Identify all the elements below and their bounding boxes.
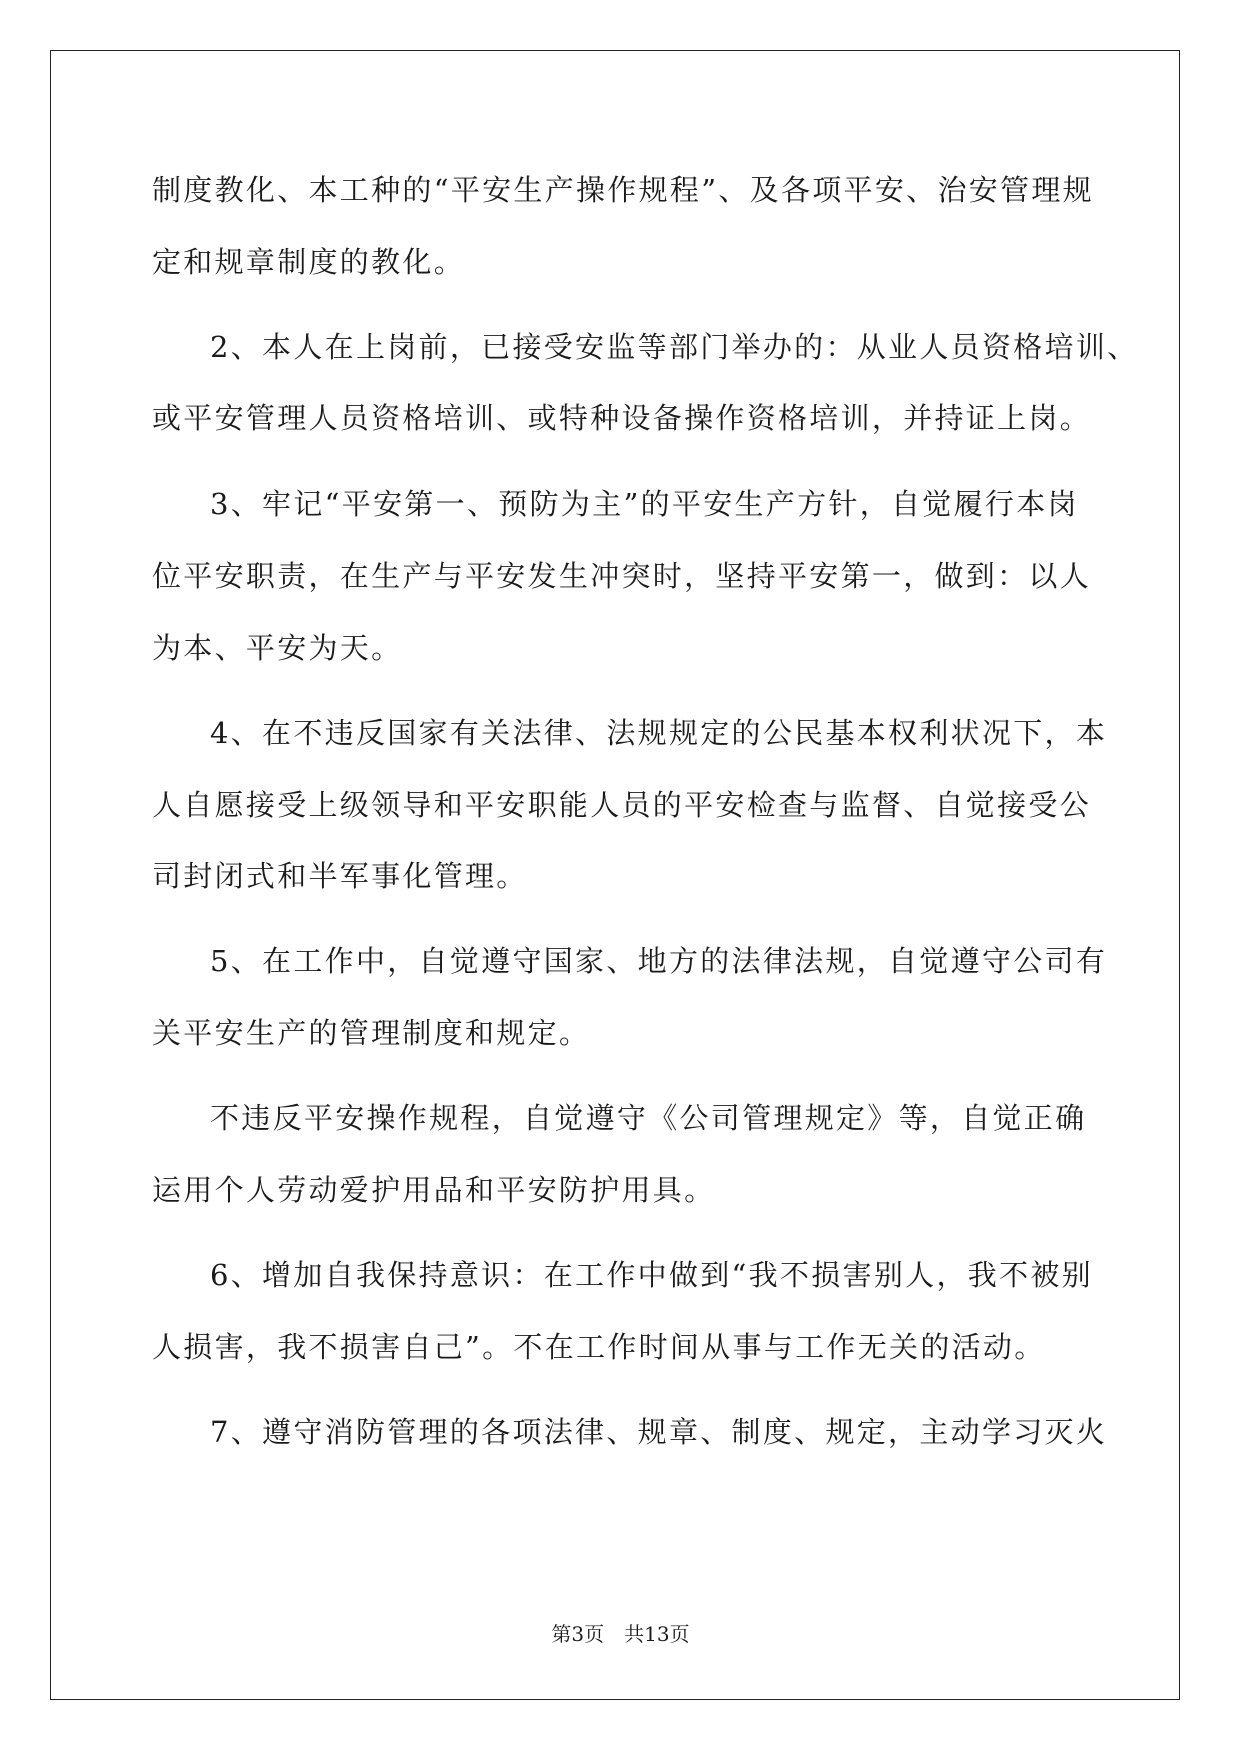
text-line: 人损害，我不损害自己”。不在工作时间从事与工作无关的活动。 (152, 1330, 1046, 1364)
text-line: 制度教化、本工种的“平安生产操作规程”、及各项平安、治安管理规 (152, 173, 1094, 207)
paragraph-first-line: 5、在工作中，自觉遵守国家、地方的法律法规，自觉遵守公司有 (210, 944, 1108, 978)
text-line: 为本、平安为天。 (152, 631, 403, 665)
paragraph-first-line: 4、在不违反国家有关法律、法规规定的公民基本权利状况下，本 (210, 716, 1108, 750)
text-line: 位平安职责，在生产与平安发生冲突时，坚持平安第一，做到：以人 (152, 559, 1092, 593)
paragraph-first-line: 6、增加自我保持意识：在工作中做到“我不损害别人，我不被别 (210, 1258, 1093, 1292)
paragraph-first-line: 不违反平安操作规程，自觉遵守《公司管理规定》等，自觉正确 (210, 1101, 1087, 1135)
text-line: 或平安管理人员资格培训、或特种设备操作资格培训，并持证上岗。 (152, 401, 1092, 435)
text-line: 运用个人劳动爱护用品和平安防护用具。 (152, 1173, 716, 1207)
paragraph-first-line: 2、本人在上岗前，已接受安监等部门举办的：从业人员资格培训、 (210, 330, 1139, 364)
text-line: 关平安生产的管理制度和规定。 (152, 1016, 591, 1050)
text-line: 司封闭式和半军事化管理。 (152, 859, 528, 893)
text-line: 定和规章制度的教化。 (152, 245, 466, 279)
page-number-footer: 第3页 共13页 (551, 1622, 690, 1646)
text-line: 人自愿接受上级领导和平安职能人员的平安检查与监督、自觉接受公 (152, 788, 1092, 822)
paragraph-first-line: 7、遵守消防管理的各项法律、规章、制度、规定，主动学习灭火 (210, 1415, 1108, 1449)
paragraph-first-line: 3、牢记“平安第一、预防为主”的平安生产方针，自觉履行本岗 (210, 487, 1079, 521)
